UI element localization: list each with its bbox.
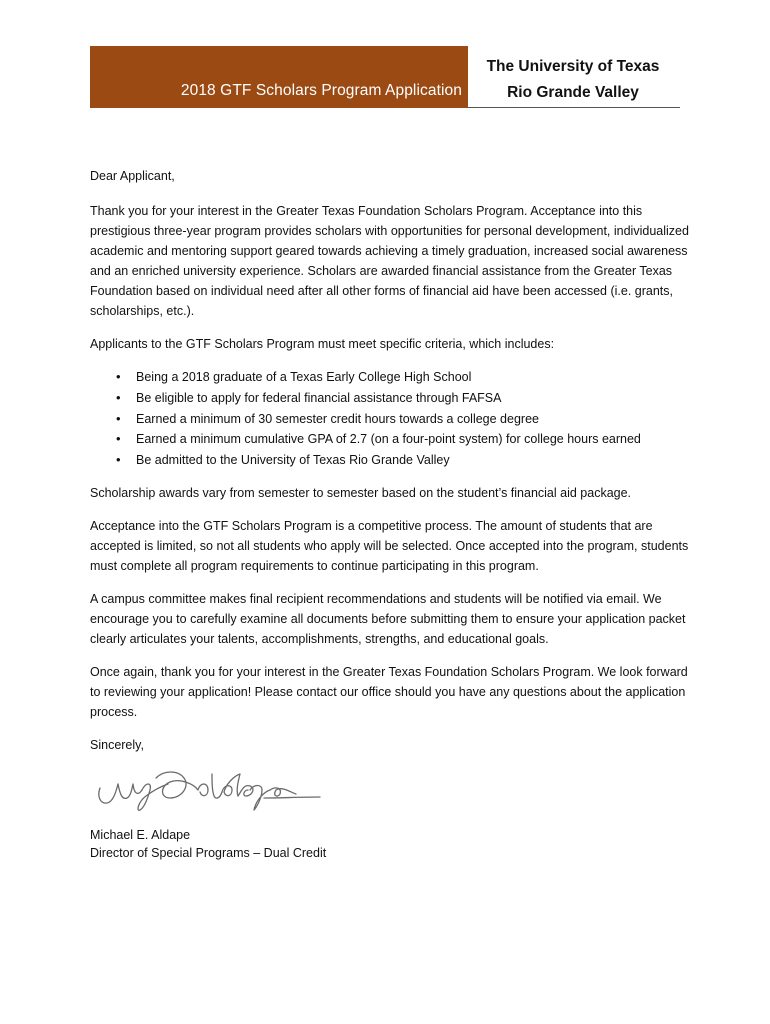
awards-paragraph: Scholarship awards vary from semester to semester based on the student’s financial aid package. <box>90 485 632 500</box>
criteria-intro: Applicants to the GTF Scholars Program must meet specific criteria, which includes: <box>90 337 555 351</box>
university-name-line1: The University of Texas <box>486 58 660 75</box>
signer-name: Michael E. Aldape <box>90 827 191 842</box>
letter-body <box>90 166 690 862</box>
salutation: Dear Applicant, <box>90 169 175 183</box>
closing-paragraph: Once again, thank you for your interest in the Greater Texas Foundation Scholars Program. We look forward to reviewing your application! Please contact our office should you have any questions about the application process. <box>90 664 688 719</box>
criteria-item: • Be eligible to apply for federal financial assistance through FAFSA <box>90 388 690 409</box>
university-name-line2: Rio Grande Valley <box>507 84 639 101</box>
criteria-list <box>90 367 690 471</box>
committee-paragraph: A campus committee makes final recipient recommendations and students will be notified via email. We encourage you to carefully examine all documents before submitting them to ensure your application packet clearly articulates your talents, accomplishments, strengths, and educational goals. <box>90 591 686 646</box>
header-band <box>90 46 468 108</box>
criteria-item: • Being a 2018 graduate of a Texas Early College High School <box>90 367 690 388</box>
intro-paragraph: Thank you for your interest in the Greater Texas Foundation Scholars Program. Acceptance into this prestigious three-year program provides scholars with opportunities for personal development, individualized academic and mentoring support geared towards achieving a timely graduation, increased social awareness and an enriched university experience. Scholars are awarded financial assistance from the Greater Texas Foundation based on individual need after all other forms of financial aid have been accessed (i.e. grants, scholarships, etc.). <box>90 204 689 318</box>
header-divider <box>468 107 680 108</box>
signer-title: Director of Special Programs – Dual Credit <box>90 845 327 860</box>
closing-salutation: Sincerely, <box>90 737 144 752</box>
criteria-item: • Earned a minimum of 30 semester credit hours towards a college degree <box>90 409 690 430</box>
acceptance-paragraph: Acceptance into the GTF Scholars Program is a competitive process. The amount of students that are accepted is limited, so not all students who apply will be selected. Once accepted into the program, students must complete all program requirements to continue participating in this program. <box>90 518 689 573</box>
program-title: 2018 GTF Scholars Program Application <box>180 82 462 99</box>
criteria-item: • Earned a minimum cumulative GPA of 2.7 (on a four-point system) for college hours earned <box>90 429 690 450</box>
signature-block <box>90 826 690 862</box>
signature-image <box>94 768 330 812</box>
criteria-item: • Be admitted to the University of Texas Rio Grande Valley <box>90 450 690 471</box>
university-name <box>468 54 678 106</box>
